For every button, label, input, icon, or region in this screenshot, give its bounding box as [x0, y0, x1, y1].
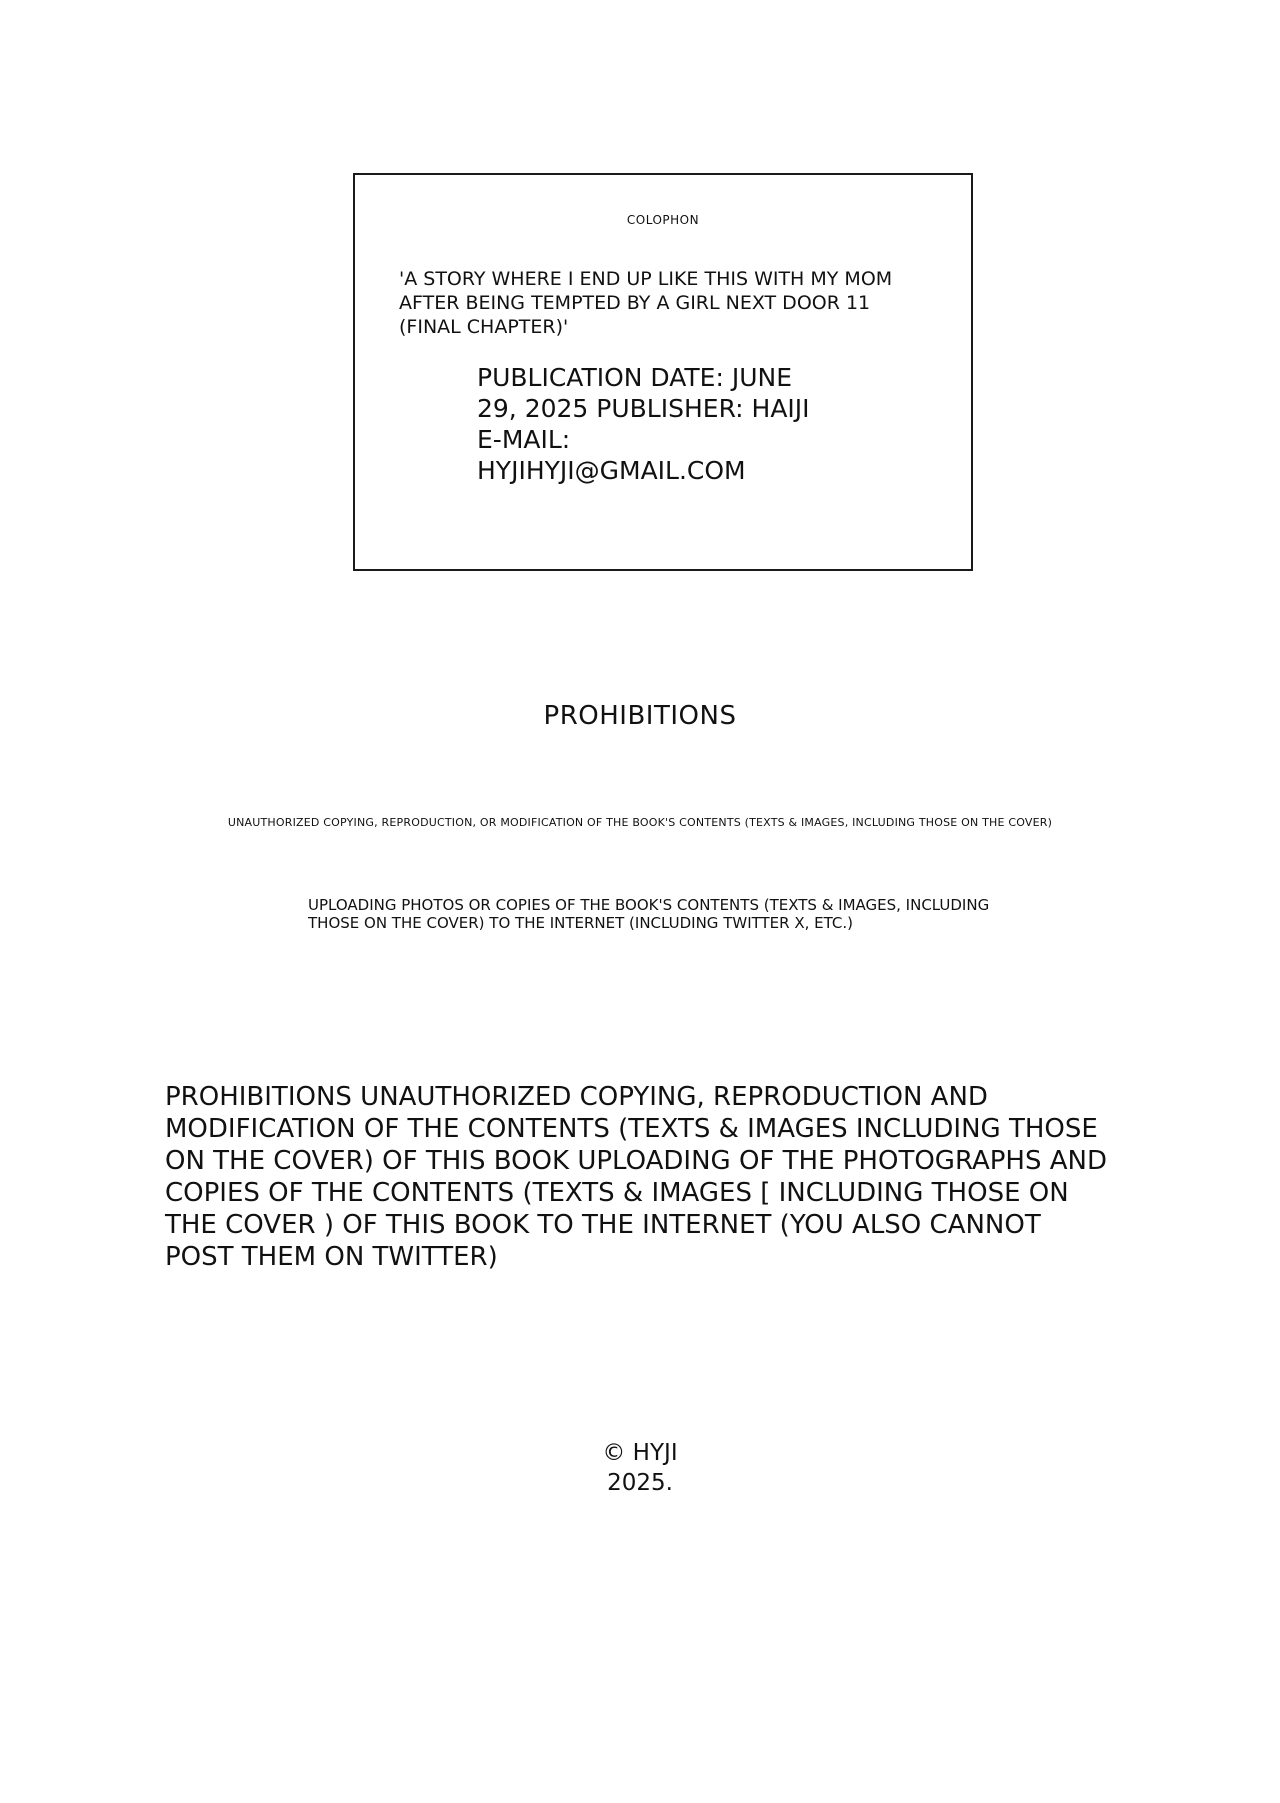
colophon-box	[353, 173, 973, 571]
prohibition-uploading: UPLOADING PHOTOS OR COPIES OF THE BOOK'S CONTENTS (TEXTS & IMAGES, INCLUDING THOSE ON THE COVER) TO THE INTERNET (INCLUDING TWITTER X, ETC.)	[308, 896, 990, 932]
book-title: 'A STORY WHERE I END UP LIKE THIS WITH MY MOM AFTER BEING TEMPTED BY A GIRL NEXT DOOR 11 (FINAL CHAPTER)'	[399, 268, 893, 338]
prohibition-copying: UNAUTHORIZED COPYING, REPRODUCTION, OR MODIFICATION OF THE BOOK'S CONTENTS (TEXTS & IMAGES, INCLUDING THOSE ON THE COVER)	[227, 816, 1053, 829]
copyright-notice	[0, 1438, 1280, 1498]
copyright-owner: © HYJI	[602, 1440, 678, 1466]
colophon-heading: COLOPHON	[626, 213, 700, 227]
prohibitions-paragraph: PROHIBITIONS UNAUTHORIZED COPYING, REPRODUCTION AND MODIFICATION OF THE CONTENTS (TEXTS & IMAGES INCLUDING THOSE ON THE COVER) OF THIS BOOK UPLOADING OF THE PHOTOGRAPHS AND COPIES OF THE CONTENTS (TEXTS & IMAGES [ INCLUDING THOSE ON THE COVER ) OF THIS BOOK TO THE INTERNET (YOU ALSO CANNOT POST THEM ON TWITTER)	[165, 1082, 1107, 1272]
publication-info: PUBLICATION DATE: JUNE 29, 2025 PUBLISHER: HAIJI E-MAIL: HYJIHYJI@GMAIL.COM	[477, 363, 810, 485]
prohibitions-heading: PROHIBITIONS	[543, 701, 737, 731]
copyright-year: 2025.	[607, 1470, 673, 1496]
